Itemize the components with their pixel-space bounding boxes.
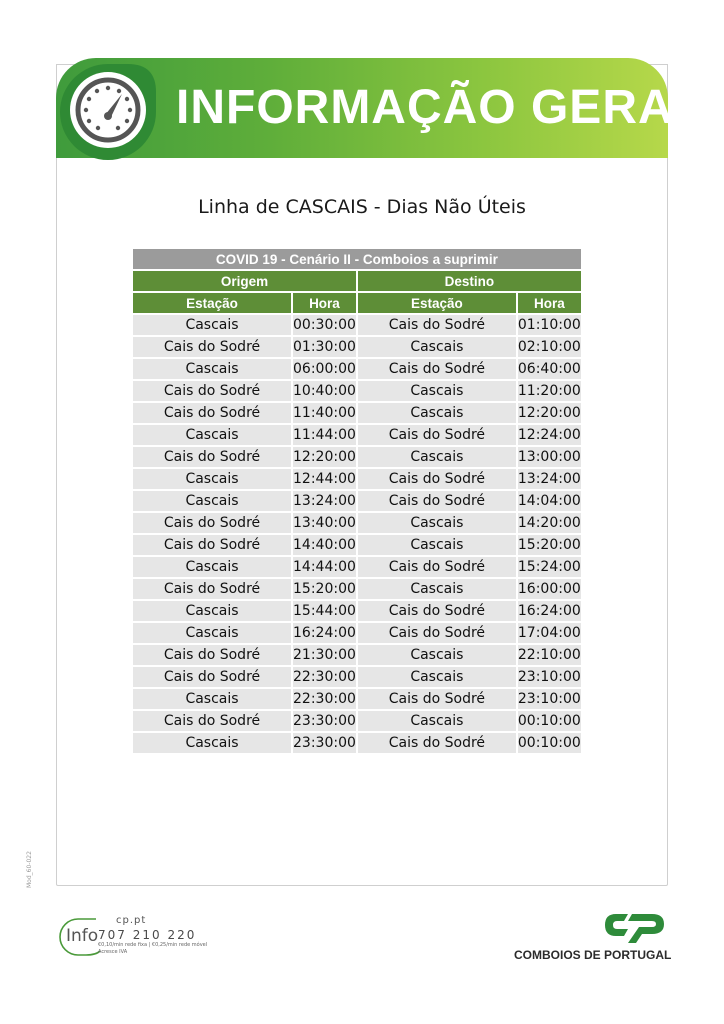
destination-time-cell: 23:10:00: [517, 691, 581, 707]
destination-time-cell: 22:10:00: [517, 647, 581, 663]
origin-station-cell: Cais do Sodré: [133, 711, 291, 731]
cp-logo-icon: [602, 910, 668, 948]
table-row: [133, 711, 581, 731]
destination-station-cell: Cais do Sodré: [358, 733, 516, 753]
table-row: [133, 667, 581, 687]
destination-time-cell: 16:24:00: [517, 603, 581, 619]
table-row: [133, 535, 581, 555]
destination-time-cell: 15:24:00: [517, 559, 581, 575]
destination-station-cell: Cais do Sodré: [358, 425, 516, 445]
destination-time-cell: 02:10:00: [517, 339, 581, 355]
origin-time-cell: 14:40:00: [293, 537, 356, 553]
destination-time-cell: 13:00:00: [517, 449, 581, 465]
destination-station-cell: Cais do Sodré: [358, 601, 516, 621]
destination-time-cell: 13:24:00: [517, 471, 581, 487]
price-note: €0,10/min rede fixa | €0,25/min rede móvel: [98, 942, 208, 948]
origin-station-cell: Cascais: [133, 359, 291, 379]
table-row: [133, 469, 581, 489]
origin-time-cell: 13:24:00: [293, 493, 356, 509]
destination-time-cell: 11:20:00: [517, 383, 581, 399]
table-row: [133, 623, 581, 643]
destination-time-cell: 12:24:00: [517, 427, 581, 443]
vat-note: Acresce IVA: [98, 949, 128, 955]
destination-station-cell: Cais do Sodré: [358, 623, 516, 643]
origin-station-cell: Cais do Sodré: [133, 535, 291, 555]
destination-station-cell: Cascais: [358, 403, 516, 423]
destination-time-cell: 06:40:00: [517, 361, 581, 377]
origin-station-cell: Cascais: [133, 623, 291, 643]
origin-time-cell: 13:40:00: [293, 515, 356, 531]
destination-time-cell: 14:04:00: [517, 493, 581, 509]
origin-station-cell: Cascais: [133, 733, 291, 753]
destination-group-header: Destino: [358, 271, 581, 291]
speedometer-icon: [58, 62, 158, 166]
destination-time-cell: 01:10:00: [517, 317, 581, 333]
destination-station-cell: Cais do Sodré: [358, 315, 516, 335]
destination-station-cell: Cascais: [358, 381, 516, 401]
table-row: [133, 689, 581, 709]
origin-time-cell: 16:24:00: [293, 625, 356, 641]
cancelled-trains-table: [131, 247, 583, 755]
destination-time-cell: 12:20:00: [517, 405, 581, 421]
page-title: Linha de CASCAIS - Dias Não Úteis: [198, 196, 526, 218]
table-row: [133, 579, 581, 599]
table-row: [133, 491, 581, 511]
table-row: [133, 425, 581, 445]
origin-station-cell: Cascais: [133, 315, 291, 335]
document-code: Mod_60-022: [26, 851, 33, 888]
destination-station-cell: Cascais: [358, 447, 516, 467]
origin-time-cell: 11:40:00: [293, 405, 356, 421]
origin-station-cell: Cais do Sodré: [133, 337, 291, 357]
origin-time-cell: 12:20:00: [293, 449, 356, 465]
origin-time-cell: 00:30:00: [293, 317, 356, 333]
destination-time-cell: 15:20:00: [517, 537, 581, 553]
origin-station-cell: Cais do Sodré: [133, 513, 291, 533]
destination-station-cell: Cais do Sodré: [358, 469, 516, 489]
company-name: COMBOIOS DE PORTUGAL: [514, 948, 672, 962]
origin-time-cell: 06:00:00: [293, 361, 356, 377]
origin-time-cell: 22:30:00: [293, 691, 356, 707]
destination-station-cell: Cais do Sodré: [358, 491, 516, 511]
destination-station-cell: Cais do Sodré: [358, 689, 516, 709]
destination-time-cell: 00:10:00: [517, 735, 581, 751]
origin-time-cell: 12:44:00: [293, 471, 356, 487]
origin-station-cell: Cascais: [133, 469, 291, 489]
table-row: [133, 447, 581, 467]
table-row: [133, 513, 581, 533]
destination-time-cell: 16:00:00: [517, 581, 581, 597]
origin-station-cell: Cais do Sodré: [133, 645, 291, 665]
destination-time-cell: 23:10:00: [517, 669, 581, 685]
destination-time-header: Hora: [518, 293, 581, 313]
info-label: Info: [66, 926, 99, 946]
origin-time-cell: 23:30:00: [293, 735, 356, 751]
destination-station-cell: Cais do Sodré: [358, 557, 516, 577]
origin-time-cell: 10:40:00: [293, 383, 356, 399]
origin-station-cell: Cascais: [133, 601, 291, 621]
origin-station-cell: Cascais: [133, 689, 291, 709]
origin-station-cell: Cais do Sodré: [133, 667, 291, 687]
table-row: [133, 381, 581, 401]
origin-station-cell: Cascais: [133, 425, 291, 445]
table-row: [133, 557, 581, 577]
destination-station-cell: Cascais: [358, 513, 516, 533]
destination-station-cell: Cascais: [358, 711, 516, 731]
origin-time-cell: 11:44:00: [293, 427, 356, 443]
destination-station-cell: Cascais: [358, 645, 516, 665]
table-row: [133, 645, 581, 665]
origin-time-cell: 01:30:00: [293, 339, 356, 355]
destination-station-cell: Cascais: [358, 579, 516, 599]
destination-station-cell: Cais do Sodré: [358, 359, 516, 379]
origin-station-cell: Cais do Sodré: [133, 403, 291, 423]
destination-time-cell: 17:04:00: [517, 625, 581, 641]
origin-time-cell: 15:20:00: [293, 581, 356, 597]
destination-time-cell: 00:10:00: [517, 713, 581, 729]
table-row: [133, 733, 581, 753]
table-row: [133, 403, 581, 423]
destination-station-cell: Cascais: [358, 667, 516, 687]
website-link[interactable]: cp.pt: [116, 915, 147, 926]
origin-station-cell: Cais do Sodré: [133, 579, 291, 599]
origin-time-cell: 22:30:00: [293, 669, 356, 685]
table-row: [133, 337, 581, 357]
destination-station-cell: Cascais: [358, 337, 516, 357]
table-row: [133, 359, 581, 379]
table-row: [133, 315, 581, 335]
origin-station-cell: Cais do Sodré: [133, 447, 291, 467]
destination-station-cell: Cascais: [358, 535, 516, 555]
origin-station-header: Estação: [133, 293, 291, 313]
origin-station-cell: Cascais: [133, 557, 291, 577]
table-caption: COVID 19 - Cenário II - Comboios a suprimir: [133, 249, 581, 269]
origin-time-cell: 15:44:00: [293, 603, 356, 619]
phone-number[interactable]: 707 210 220: [98, 928, 197, 942]
origin-station-cell: Cascais: [133, 491, 291, 511]
origin-time-cell: 23:30:00: [293, 713, 356, 729]
origin-station-cell: Cais do Sodré: [133, 381, 291, 401]
origin-time-header: Hora: [293, 293, 356, 313]
origin-group-header: Origem: [133, 271, 356, 291]
destination-station-header: Estação: [358, 293, 516, 313]
destination-time-cell: 14:20:00: [517, 515, 581, 531]
table-row: [133, 601, 581, 621]
banner-title: INFORMAÇÃO GERAL: [176, 81, 704, 134]
origin-time-cell: 14:44:00: [293, 559, 356, 575]
origin-time-cell: 21:30:00: [293, 647, 356, 663]
